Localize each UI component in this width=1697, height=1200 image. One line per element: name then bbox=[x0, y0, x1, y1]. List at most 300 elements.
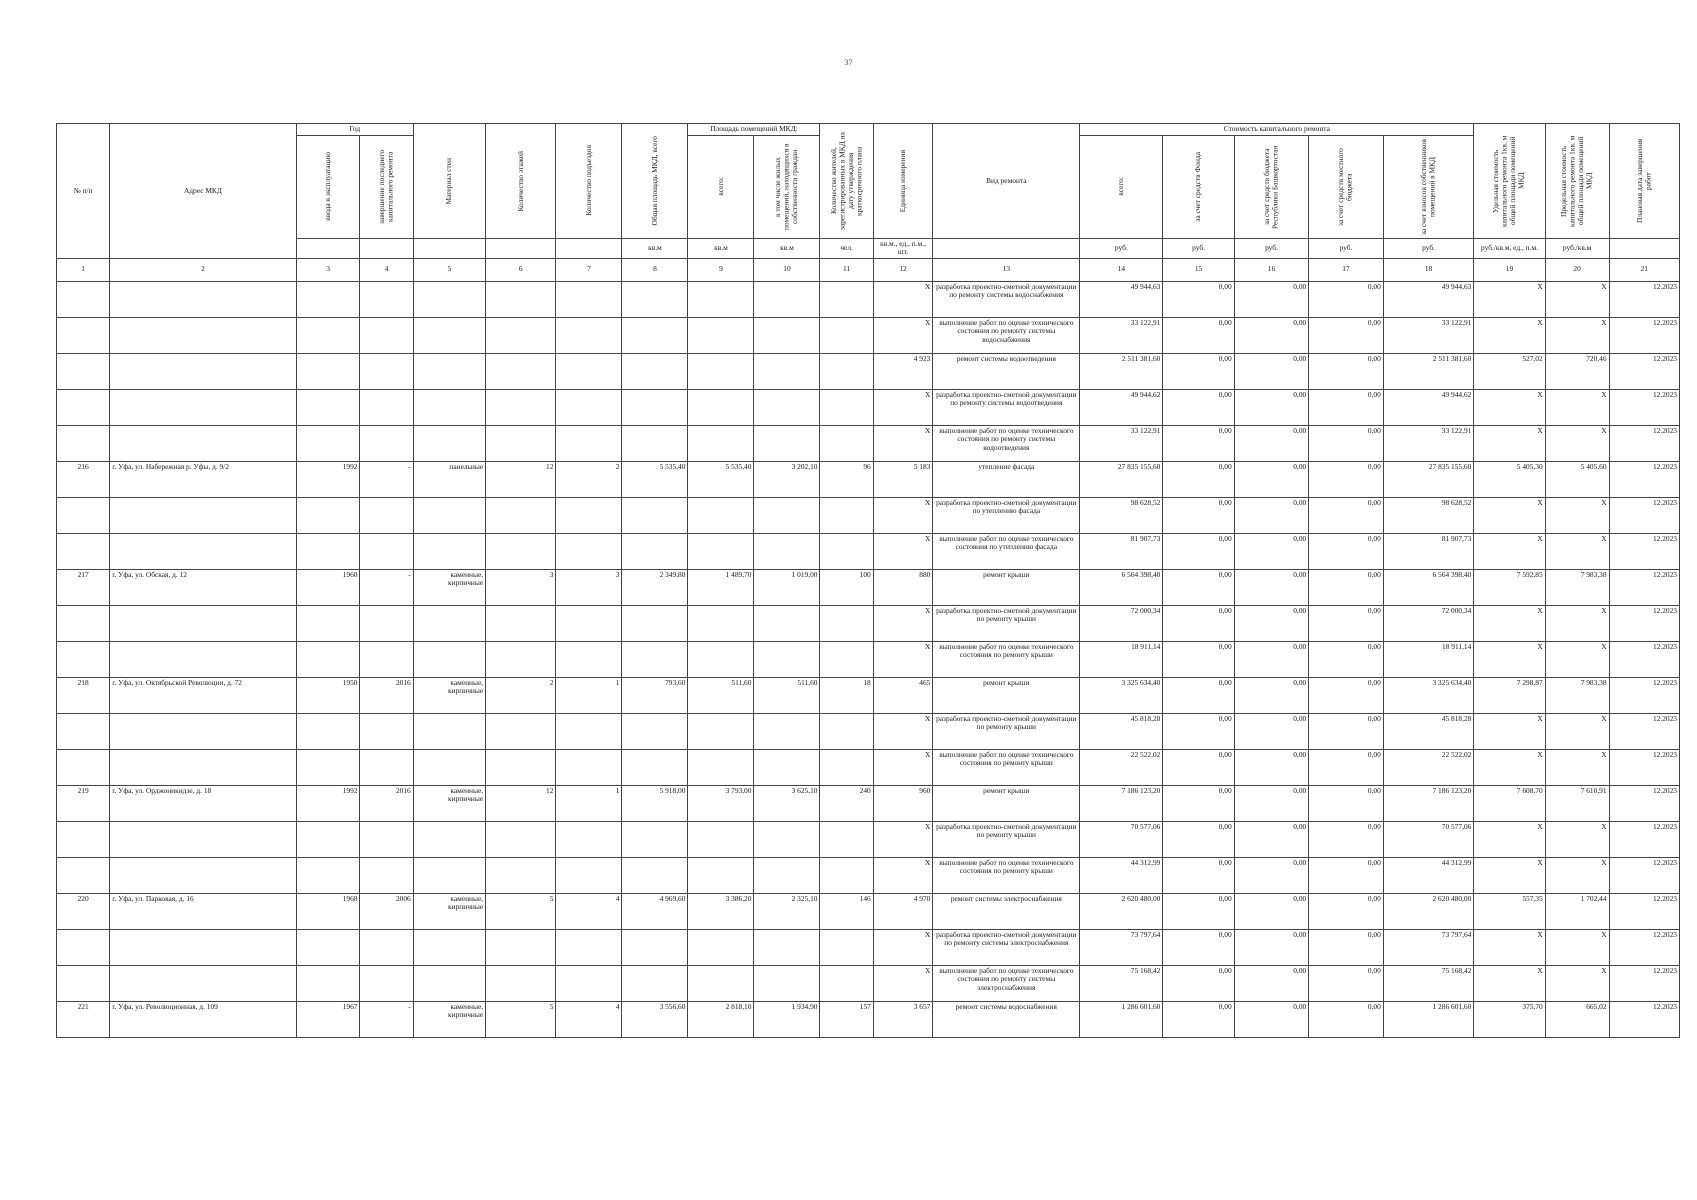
table-cell: 0,00 bbox=[1309, 533, 1384, 569]
header-col-20: Предельная стоимость капитального ремонта 1кв. м общей площади помещений МКД bbox=[1545, 124, 1609, 239]
table-cell: 0,00 bbox=[1163, 677, 1234, 713]
table-cell bbox=[413, 497, 485, 533]
table-cell bbox=[486, 353, 556, 389]
unit-cell: руб. bbox=[1163, 238, 1234, 258]
table-cell: 5 bbox=[486, 1001, 556, 1037]
table-cell bbox=[754, 281, 820, 317]
table-cell: X bbox=[1545, 713, 1609, 749]
table-cell: 1 489,70 bbox=[688, 569, 754, 605]
table-cell: 4 970 bbox=[873, 893, 933, 929]
table-cell: 0,00 bbox=[1309, 281, 1384, 317]
table-cell: 720,46 bbox=[1545, 353, 1609, 389]
table-cell: 1 bbox=[556, 785, 622, 821]
page-number: 37 bbox=[844, 58, 853, 67]
table-cell bbox=[622, 425, 688, 461]
table-cell bbox=[622, 821, 688, 857]
table-cell bbox=[754, 821, 820, 857]
table-cell: 0,00 bbox=[1309, 929, 1384, 965]
table-cell: X bbox=[1545, 965, 1609, 1001]
table-cell bbox=[296, 425, 360, 461]
table-cell: 0,00 bbox=[1309, 713, 1384, 749]
table-cell: X bbox=[873, 317, 933, 353]
table-cell: 2 349,80 bbox=[622, 569, 688, 605]
table-cell: 12.2023 bbox=[1609, 533, 1679, 569]
table-cell: 0,00 bbox=[1163, 1001, 1234, 1037]
table-row bbox=[57, 569, 1680, 605]
table-cell bbox=[413, 641, 485, 677]
table-cell: каменные, кирпичные bbox=[413, 1001, 485, 1037]
table-cell: 0,00 bbox=[1163, 749, 1234, 785]
table-cell: 72 000,34 bbox=[1080, 605, 1163, 641]
table-row bbox=[57, 281, 1680, 317]
table-cell: X bbox=[1545, 749, 1609, 785]
table-cell: X bbox=[1474, 281, 1545, 317]
table-row bbox=[57, 497, 1680, 533]
table-cell: 0,00 bbox=[1163, 965, 1234, 1001]
table-cell: каменные, кирпичные bbox=[413, 893, 485, 929]
table-cell: ремонт системы электроснабжения bbox=[933, 893, 1080, 929]
table-cell: 49 944,63 bbox=[1383, 281, 1474, 317]
unit-cell: руб. bbox=[1080, 238, 1163, 258]
table-cell bbox=[360, 713, 413, 749]
table-row bbox=[57, 533, 1680, 569]
table-cell: X bbox=[1545, 389, 1609, 425]
table-cell bbox=[110, 497, 296, 533]
table-row bbox=[57, 857, 1680, 893]
table-cell: 12.2023 bbox=[1609, 569, 1679, 605]
table-cell bbox=[57, 857, 110, 893]
table-cell: X bbox=[1545, 317, 1609, 353]
table-cell: 33 122,91 bbox=[1383, 425, 1474, 461]
table-cell: X bbox=[1474, 929, 1545, 965]
table-cell: 157 bbox=[820, 1001, 873, 1037]
table-cell: 0,00 bbox=[1234, 677, 1309, 713]
table-cell: 0,00 bbox=[1309, 893, 1384, 929]
unit-cell: руб./кв.м, ед., п.м. bbox=[1474, 238, 1545, 258]
table-cell bbox=[110, 605, 296, 641]
table-cell bbox=[820, 929, 873, 965]
capital-repair-table bbox=[56, 123, 1680, 1038]
table-cell bbox=[486, 497, 556, 533]
table-cell bbox=[57, 713, 110, 749]
table-cell bbox=[296, 353, 360, 389]
table-cell bbox=[820, 605, 873, 641]
table-row bbox=[57, 713, 1680, 749]
table-cell: 0,00 bbox=[1309, 749, 1384, 785]
table-cell: 12.2023 bbox=[1609, 857, 1679, 893]
table-cell: X bbox=[873, 929, 933, 965]
table-cell bbox=[486, 965, 556, 1001]
table-cell: 6 564 398,40 bbox=[1383, 569, 1474, 605]
table-cell: 100 bbox=[820, 569, 873, 605]
table-cell: 4 969,60 bbox=[622, 893, 688, 929]
table-cell: выполнение работ по оценке технического состояния по ремонту системы водоснабжения bbox=[933, 317, 1080, 353]
table-cell bbox=[486, 929, 556, 965]
table-cell bbox=[622, 605, 688, 641]
table-cell bbox=[110, 857, 296, 893]
table-cell: X bbox=[1474, 605, 1545, 641]
table-cell bbox=[622, 713, 688, 749]
header-cost-group: Стоимость капитального ремонта bbox=[1080, 124, 1474, 136]
header-col-3: ввода в эксплуатацию bbox=[296, 135, 360, 238]
table-cell: 5 918,00 bbox=[622, 785, 688, 821]
table-cell: 0,00 bbox=[1309, 821, 1384, 857]
table-cell: 665,02 bbox=[1545, 1001, 1609, 1037]
table-cell bbox=[296, 965, 360, 1001]
table-cell bbox=[413, 389, 485, 425]
table-cell bbox=[754, 857, 820, 893]
table-cell bbox=[820, 641, 873, 677]
table-cell bbox=[486, 317, 556, 353]
table-cell: 98 628,52 bbox=[1383, 497, 1474, 533]
table-cell: 0,00 bbox=[1163, 353, 1234, 389]
table-row bbox=[57, 749, 1680, 785]
table-cell: X bbox=[1545, 605, 1609, 641]
table-cell bbox=[820, 749, 873, 785]
table-cell bbox=[360, 821, 413, 857]
table-cell: 7 983,38 bbox=[1545, 677, 1609, 713]
table-cell: X bbox=[873, 857, 933, 893]
table-cell: ремонт системы водоотведения bbox=[933, 353, 1080, 389]
table-cell bbox=[556, 713, 622, 749]
table-cell: 0,00 bbox=[1163, 317, 1234, 353]
table-cell bbox=[622, 965, 688, 1001]
unit-cell bbox=[296, 238, 360, 258]
table-cell: 0,00 bbox=[1234, 569, 1309, 605]
table-cell bbox=[754, 713, 820, 749]
table-cell: 12.2023 bbox=[1609, 425, 1679, 461]
table-cell: 0,00 bbox=[1309, 605, 1384, 641]
table-cell: 45 818,28 bbox=[1383, 713, 1474, 749]
table-cell bbox=[413, 965, 485, 1001]
table-cell bbox=[360, 605, 413, 641]
table-cell: 7 298,87 bbox=[1474, 677, 1545, 713]
unit-cell: руб. bbox=[1309, 238, 1384, 258]
unit-cell bbox=[360, 238, 413, 258]
table-cell bbox=[556, 965, 622, 1001]
header-col-16: за счет средств бюджета Республики Башкортостан bbox=[1234, 135, 1309, 238]
table-cell: X bbox=[873, 281, 933, 317]
unit-cell: кв.м bbox=[754, 238, 820, 258]
table-cell bbox=[622, 857, 688, 893]
table-cell: 49 944,63 bbox=[1080, 281, 1163, 317]
table-cell bbox=[296, 389, 360, 425]
column-number: 12 bbox=[873, 258, 933, 281]
table-cell: 0,00 bbox=[1234, 821, 1309, 857]
header-col-18: за счет взносов собственников помещений в МКД bbox=[1383, 135, 1474, 238]
table-cell bbox=[486, 857, 556, 893]
table-cell bbox=[413, 821, 485, 857]
header-col-4: завершение последнего капитального ремонта bbox=[360, 135, 413, 238]
table-cell: 2 325,10 bbox=[754, 893, 820, 929]
table-cell: 75 168,42 bbox=[1383, 965, 1474, 1001]
table-cell: выполнение работ по оценке технического состояния по утеплению фасада bbox=[933, 533, 1080, 569]
table-cell: 3 793,00 bbox=[688, 785, 754, 821]
table-cell bbox=[820, 965, 873, 1001]
table-cell: 0,00 bbox=[1234, 785, 1309, 821]
table-cell: 0,00 bbox=[1163, 389, 1234, 425]
table-cell bbox=[360, 857, 413, 893]
table-cell bbox=[556, 929, 622, 965]
table-cell: 240 bbox=[820, 785, 873, 821]
table-cell: 3 657 bbox=[873, 1001, 933, 1037]
table-cell: 0,00 bbox=[1234, 605, 1309, 641]
table-cell: 220 bbox=[57, 893, 110, 929]
unit-cell: кв.м bbox=[688, 238, 754, 258]
table-cell bbox=[413, 749, 485, 785]
table-cell bbox=[688, 641, 754, 677]
table-cell: X bbox=[1545, 857, 1609, 893]
table-cell: 5 405,60 bbox=[1545, 461, 1609, 497]
table-row bbox=[57, 317, 1680, 353]
table-cell: X bbox=[1474, 965, 1545, 1001]
table-row bbox=[57, 965, 1680, 1001]
table-cell: г. Уфа, ул. Революционная, д. 109 bbox=[110, 1001, 296, 1037]
table-cell: 0,00 bbox=[1234, 857, 1309, 893]
table-cell bbox=[57, 425, 110, 461]
table-cell bbox=[556, 821, 622, 857]
table-cell: X bbox=[873, 641, 933, 677]
table-cell bbox=[820, 281, 873, 317]
table-cell: 75 168,42 bbox=[1080, 965, 1163, 1001]
table-cell bbox=[360, 425, 413, 461]
table-cell: каменные, кирпичные bbox=[413, 569, 485, 605]
table-cell: 7 610,91 bbox=[1545, 785, 1609, 821]
table-cell bbox=[57, 749, 110, 785]
table-cell: - bbox=[360, 569, 413, 605]
table-cell bbox=[360, 389, 413, 425]
unit-cell bbox=[933, 238, 1080, 258]
table-cell bbox=[556, 857, 622, 893]
unit-cell: чел. bbox=[820, 238, 873, 258]
table-cell: 0,00 bbox=[1163, 821, 1234, 857]
table-cell bbox=[110, 749, 296, 785]
table-cell: 527,02 bbox=[1474, 353, 1545, 389]
table-cell: 0,00 bbox=[1309, 461, 1384, 497]
unit-cell bbox=[413, 238, 485, 258]
table-cell: 12.2023 bbox=[1609, 641, 1679, 677]
table-cell: X bbox=[1474, 821, 1545, 857]
table-cell: 12.2023 bbox=[1609, 821, 1679, 857]
table-cell bbox=[360, 281, 413, 317]
table-cell: 2006 bbox=[360, 893, 413, 929]
table-cell: выполнение работ по оценке технического состояния по ремонту крыши bbox=[933, 749, 1080, 785]
table-cell: 3 bbox=[556, 569, 622, 605]
unit-cell bbox=[486, 238, 556, 258]
table-cell bbox=[754, 497, 820, 533]
table-cell: 12.2023 bbox=[1609, 677, 1679, 713]
table-cell bbox=[556, 533, 622, 569]
table-cell: X bbox=[1474, 749, 1545, 785]
table-cell: 0,00 bbox=[1163, 605, 1234, 641]
table-cell: X bbox=[1545, 929, 1609, 965]
table-cell: 33 122,91 bbox=[1080, 317, 1163, 353]
table-cell: выполнение работ по оценке технического состояния по ремонту крыши bbox=[933, 857, 1080, 893]
table-cell bbox=[110, 929, 296, 965]
table-cell: 49 944,62 bbox=[1383, 389, 1474, 425]
table-cell bbox=[688, 425, 754, 461]
table-cell: 1967 bbox=[296, 1001, 360, 1037]
table-cell: 0,00 bbox=[1234, 533, 1309, 569]
table-cell: 217 bbox=[57, 569, 110, 605]
table-cell: 0,00 bbox=[1234, 965, 1309, 1001]
header-col-12: Единица измерения bbox=[873, 124, 933, 239]
table-cell: разработка проектно-сметной документации по ремонту системы электроснабжения bbox=[933, 929, 1080, 965]
table-cell: 0,00 bbox=[1163, 569, 1234, 605]
table-cell: 0,00 bbox=[1309, 425, 1384, 461]
table-cell: ремонт крыши bbox=[933, 677, 1080, 713]
table-cell: 1 934,90 bbox=[754, 1001, 820, 1037]
table-cell bbox=[296, 929, 360, 965]
table-cell: 4 bbox=[556, 1001, 622, 1037]
table-cell bbox=[360, 497, 413, 533]
table-cell: 2 620 480,00 bbox=[1080, 893, 1163, 929]
table-cell: 1992 bbox=[296, 785, 360, 821]
table-cell: 0,00 bbox=[1234, 893, 1309, 929]
table-cell bbox=[296, 281, 360, 317]
table-cell: 1960 bbox=[296, 569, 360, 605]
header-col-13: Вид ремонта bbox=[933, 124, 1080, 239]
table-cell: 557,35 bbox=[1474, 893, 1545, 929]
table-cell: разработка проектно-сметной документации по ремонту крыши bbox=[933, 605, 1080, 641]
table-cell: 44 312,99 bbox=[1080, 857, 1163, 893]
header-col-15: за счет средств Фонда bbox=[1163, 135, 1234, 238]
table-cell: 219 bbox=[57, 785, 110, 821]
table-cell: 0,00 bbox=[1309, 1001, 1384, 1037]
table-cell: 1 bbox=[556, 677, 622, 713]
table-cell: X bbox=[873, 425, 933, 461]
table-cell bbox=[486, 281, 556, 317]
table-cell: 1968 bbox=[296, 893, 360, 929]
table-cell: 5 405,30 bbox=[1474, 461, 1545, 497]
table-cell: 0,00 bbox=[1163, 893, 1234, 929]
table-cell bbox=[622, 389, 688, 425]
table-cell: 12.2023 bbox=[1609, 281, 1679, 317]
table-cell: 4 bbox=[556, 893, 622, 929]
column-numbers-row bbox=[57, 258, 1680, 281]
table-cell: 0,00 bbox=[1163, 929, 1234, 965]
table-cell: 3 325 634,40 bbox=[1383, 677, 1474, 713]
table-cell: 7 592,85 bbox=[1474, 569, 1545, 605]
table-cell: X bbox=[873, 821, 933, 857]
table-cell bbox=[820, 353, 873, 389]
table-cell bbox=[413, 929, 485, 965]
header-col-14: всего: bbox=[1080, 135, 1163, 238]
table-cell bbox=[486, 821, 556, 857]
table-cell bbox=[556, 425, 622, 461]
table-cell: 2 bbox=[486, 677, 556, 713]
column-number: 17 bbox=[1309, 258, 1384, 281]
table-row bbox=[57, 389, 1680, 425]
table-cell: 465 bbox=[873, 677, 933, 713]
table-cell bbox=[296, 497, 360, 533]
table-row bbox=[57, 605, 1680, 641]
table-cell: X bbox=[1545, 425, 1609, 461]
table-cell: 960 bbox=[873, 785, 933, 821]
column-number: 13 bbox=[933, 258, 1080, 281]
header-col-2: Адрес МКД bbox=[110, 124, 296, 259]
table-cell bbox=[296, 749, 360, 785]
table-cell: ремонт крыши bbox=[933, 785, 1080, 821]
table-cell bbox=[57, 497, 110, 533]
table-cell bbox=[688, 821, 754, 857]
table-cell bbox=[360, 929, 413, 965]
table-cell bbox=[556, 749, 622, 785]
table-cell bbox=[820, 857, 873, 893]
table-cell bbox=[556, 389, 622, 425]
table-cell bbox=[360, 533, 413, 569]
table-row bbox=[57, 641, 1680, 677]
table-cell: X bbox=[1545, 641, 1609, 677]
table-cell: 70 577,06 bbox=[1383, 821, 1474, 857]
table-cell: 146 bbox=[820, 893, 873, 929]
table-cell: 0,00 bbox=[1163, 857, 1234, 893]
table-row bbox=[57, 785, 1680, 821]
table-cell bbox=[688, 317, 754, 353]
table-cell bbox=[688, 281, 754, 317]
unit-cell: руб./кв.м bbox=[1545, 238, 1609, 258]
table-cell bbox=[820, 533, 873, 569]
table-cell bbox=[413, 605, 485, 641]
table-cell: - bbox=[360, 461, 413, 497]
table-cell: каменные, кирпичные bbox=[413, 677, 485, 713]
table-cell: 12.2023 bbox=[1609, 1001, 1679, 1037]
table-cell: 1950 bbox=[296, 677, 360, 713]
table-cell: ремонт системы водоснабжения bbox=[933, 1001, 1080, 1037]
table-cell: 0,00 bbox=[1163, 533, 1234, 569]
table-cell: 12 bbox=[486, 461, 556, 497]
table-cell: X bbox=[1474, 317, 1545, 353]
table-cell: 33 122,91 bbox=[1080, 425, 1163, 461]
table-cell bbox=[754, 353, 820, 389]
table-cell: 375,70 bbox=[1474, 1001, 1545, 1037]
table-cell bbox=[110, 353, 296, 389]
table-cell: г. Уфа, ул. Обская, д. 12 bbox=[110, 569, 296, 605]
table-cell: ремонт крыши bbox=[933, 569, 1080, 605]
table-cell: панельные bbox=[413, 461, 485, 497]
table-cell: 4 923 bbox=[873, 353, 933, 389]
table-cell: X bbox=[1474, 857, 1545, 893]
table-cell: 12.2023 bbox=[1609, 929, 1679, 965]
table-cell bbox=[820, 821, 873, 857]
table-cell: 216 bbox=[57, 461, 110, 497]
table-row bbox=[57, 893, 1680, 929]
table-cell: X bbox=[1545, 821, 1609, 857]
column-number: 1 bbox=[57, 258, 110, 281]
table-cell: 73 797,64 bbox=[1080, 929, 1163, 965]
table-cell: 0,00 bbox=[1309, 785, 1384, 821]
table-cell: 0,00 bbox=[1309, 389, 1384, 425]
table-cell: X bbox=[873, 965, 933, 1001]
table-cell: 0,00 bbox=[1309, 677, 1384, 713]
column-number: 14 bbox=[1080, 258, 1163, 281]
table-cell: 2 818,10 bbox=[688, 1001, 754, 1037]
table-cell bbox=[296, 317, 360, 353]
column-number: 20 bbox=[1545, 258, 1609, 281]
table-cell: 96 bbox=[820, 461, 873, 497]
table-cell: 3 386,20 bbox=[688, 893, 754, 929]
unit-cell: руб. bbox=[1234, 238, 1309, 258]
table-cell bbox=[754, 425, 820, 461]
table-cell bbox=[413, 713, 485, 749]
table-cell: 1 702,44 bbox=[1545, 893, 1609, 929]
table-cell: каменные, кирпичные bbox=[413, 785, 485, 821]
table-cell bbox=[820, 389, 873, 425]
table-row bbox=[57, 929, 1680, 965]
table-cell bbox=[688, 389, 754, 425]
table-cell: 793,60 bbox=[622, 677, 688, 713]
table-cell bbox=[688, 605, 754, 641]
